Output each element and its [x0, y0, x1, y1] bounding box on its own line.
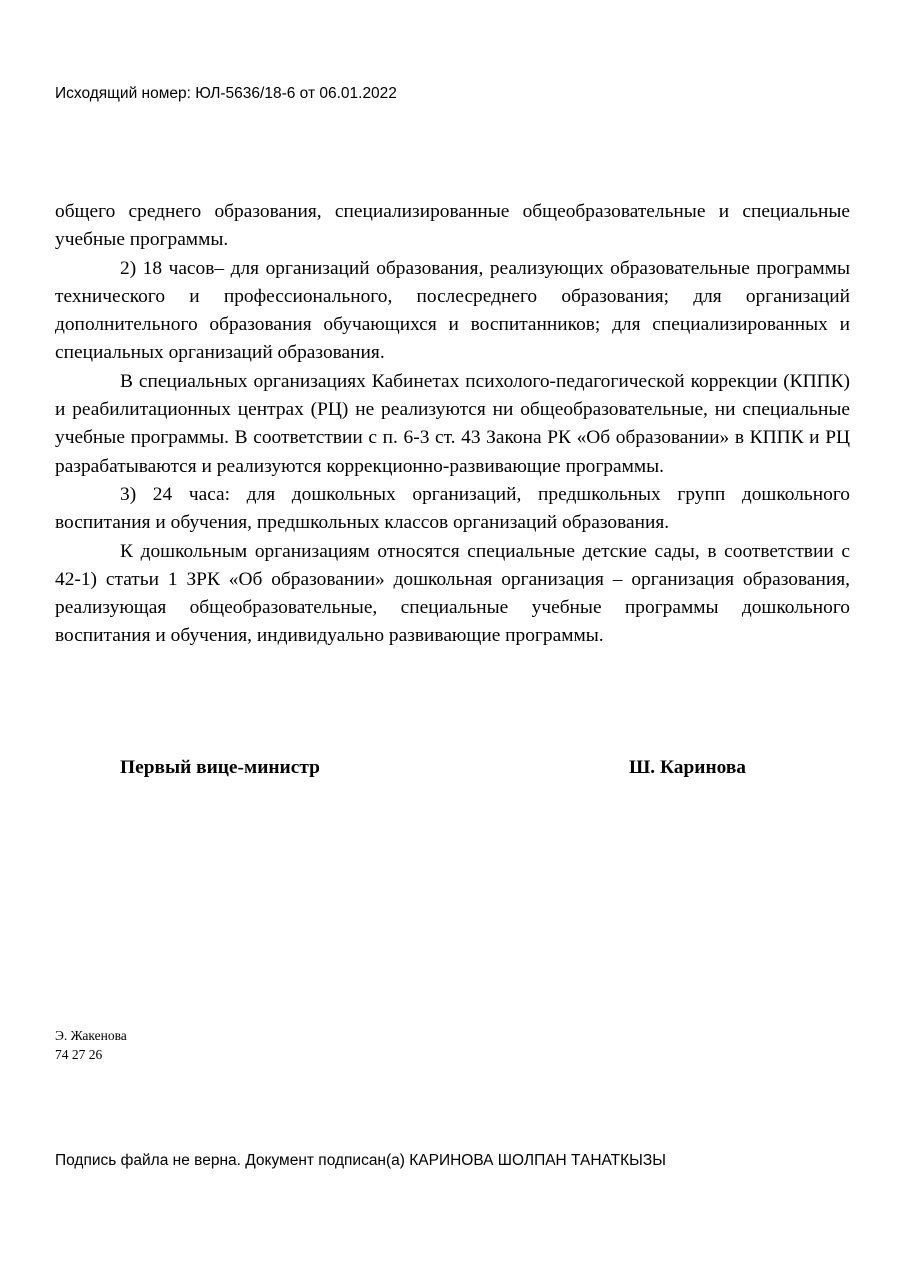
paragraph-special-organizations: В специальных организациях Кабинетах психолого-педагогической коррекции (КППК) и реабилитационных центрах (РЦ) не реализуются ни общеобразовательные, ни специальные учебные программы. В соответствии с п. 6-3 ст. 43 Закона РК «Об образовании» в КППК и РЦ разрабатываются и реализуются коррекционно-развивающие программы.: [55, 370, 850, 477]
executor-phone: 74 27 26: [55, 1047, 103, 1062]
paragraph-preschool: К дошкольным организациям относятся специальные детские сады, в соответствии с 42-1) статьи 1 ЗРК «Об образовании» дошкольная организация – организация образования, реализующая общеобразовательные, специальные учебные программы дошкольного воспитания и обучения, индивидуально развивающие программы.: [55, 540, 850, 647]
executor-name: Э. Жакенова: [55, 1028, 127, 1043]
paragraph-item-3: 3) 24 часа: для дошкольных организаций, предшкольных групп дошкольного воспитания и обучения, предшкольных классов организаций образования.: [55, 483, 850, 534]
paragraph-item-2: 2) 18 часов– для организаций образования, реализующих образовательные программы технического и профессионального, послесреднего образования; для организаций дополнительного образования обучающихся и воспитанников; для специализированных и специальных организаций образования.: [55, 257, 850, 364]
signatory-title: Первый вице-министр: [120, 757, 320, 778]
signature-status: Подпись файла не верна. Документ подписан(а) КАРИНОВА ШОЛПАН ТАНАТКЫЗЫ: [55, 1152, 666, 1169]
signatory-name: Ш. Каринова: [629, 757, 746, 778]
paragraph-continuation: общего среднего образования, специализированные общеобразовательные и специальные учебные программы.: [55, 201, 850, 251]
document-body: [55, 198, 850, 651]
outgoing-number: Исходящий номер: ЮЛ-5636/18-6 от 06.01.2022: [55, 85, 397, 102]
executor-block: [55, 1026, 127, 1064]
